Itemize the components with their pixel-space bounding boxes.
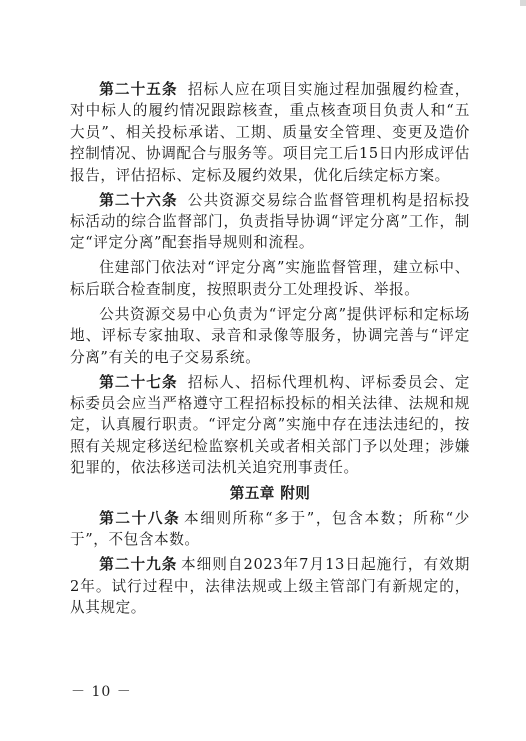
article-text: 本细则所称“多于”，包含本数；所称“少于”，不包含本数。 [70, 509, 470, 549]
article-text: 公共资源交易综合监督管理机构是招标投标活动的综合监督部门，负责指导协调“评定分离”工作，制定“评定分离”配套指导规则和流程。 [70, 191, 470, 252]
article-28 [70, 508, 470, 551]
article-text: 招标人、招标代理机构、评标委员会、定标委员会应当严格遵守工程招标投标的相关法律、法规和规定，认真履行职责。“评定分离”实施中存在违法违纪的，按照有关规定移送纪检监察机关或者相关部门予以处理；涉嫌犯罪的，依法移送司法机关追究刑事责任。 [70, 373, 470, 477]
article-26 [70, 190, 470, 254]
article-label: 第二十六条 [99, 191, 178, 209]
paragraph-text: 住建部门依法对“评定分离”实施监督管理，建立标中、标后联合检查制度，按照职责分工处理投诉、举报。 [70, 259, 470, 298]
chapter-heading: 第五章 附则 [229, 484, 311, 502]
article-29 [70, 554, 470, 618]
article-text: 本细则自2023年7月13日起施行，有效期2年。试行过程中，法律法规或上级主管部门有新规定的，从其规定。 [70, 556, 470, 616]
page-body [70, 79, 470, 622]
article-label: 第二十五条 [99, 81, 178, 98]
scan-corner-mark [520, 0, 526, 6]
article-label: 第二十八条 [99, 509, 181, 527]
article-label: 第二十九条 [99, 556, 178, 574]
article-25 [70, 79, 470, 186]
page-number: － 10 － [71, 684, 132, 700]
article-26-paragraph-3 [70, 304, 470, 368]
paragraph-text: 公共资源交易中心负责为“评定分离”提供评标和定标场地、评标专家抽取、录音和录像等服务，协调完善与“评定分离”有关的电子交易系统。 [70, 305, 470, 366]
article-label: 第二十七条 [99, 373, 178, 391]
article-text: 招标人应在项目实施过程加强履约检查，对中标人的履约情况跟踪核查，重点核查项目负责人和“五大员”、相关投标承诺、工期、质量安全管理、变更及造价控制情况、协调配合与服务等。项目完工后15日内形成评估报告，评估招标、定标及履约效果，优化后续定标方案。 [70, 81, 470, 184]
article-26-paragraph-2 [70, 257, 470, 300]
article-27 [70, 372, 470, 479]
